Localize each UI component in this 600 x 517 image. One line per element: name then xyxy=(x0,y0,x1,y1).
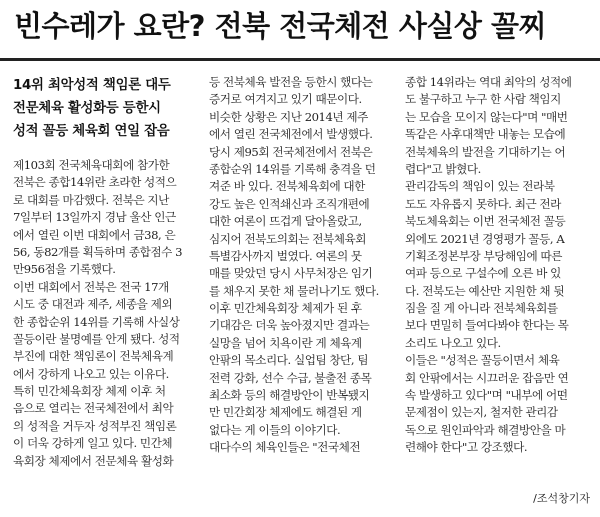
body-text-column-3 xyxy=(405,74,592,457)
body-line: 를 채우지 못한 채 물러나기도 했다. xyxy=(209,283,379,298)
body-line: 한 종합순위 14위를 기록해 사실상 xyxy=(13,314,180,329)
body-line: 최소화 등의 해결방안이 반복됐지 xyxy=(209,388,370,403)
body-line: 비슷한 상황은 지난 2014년 제주 xyxy=(209,109,368,124)
body-line: 없다는 게 이들의 이야기다. xyxy=(209,422,341,437)
body-line: 꼴등이란 불명예를 안게 됐다. 성적 xyxy=(13,331,180,346)
body-line: 종합순위 14위를 기록해 충격을 던 xyxy=(209,161,376,176)
body-line: 이번 대회에서 전북은 전국 17개 xyxy=(13,279,169,294)
body-line: 똑같은 사후대책만 내놓는 모습에 xyxy=(405,127,566,142)
body-line: 독으로 원인파악과 해결방안을 마 xyxy=(405,422,566,437)
subheadline-line: 성적 꼴등 체육회 연일 잡음 xyxy=(13,124,170,139)
body-line: 관리감독의 책임이 있는 전라북 xyxy=(405,179,555,194)
body-line: 져준 바 있다. 전북체육회에 대한 xyxy=(209,179,365,194)
body-line: 증거로 여겨지고 있기 때문이다. xyxy=(209,92,362,107)
body-line: 에서 강하게 나오고 있는 이유다. xyxy=(13,366,169,381)
body-line: 대다수의 체육인들은 "전국체전 xyxy=(209,440,361,455)
body-line: 시도 중 대전과 제주, 세종을 제외 xyxy=(13,297,173,312)
body-line: 이 더욱 강하게 일고 있다. 민간체 xyxy=(13,436,173,451)
body-line: 렵다"고 밝혔다. xyxy=(405,161,481,176)
body-line: 육회장 체제에서 전문체육 활성화 xyxy=(13,453,174,468)
body-line: 당시 제95회 전국체전에서 전북은 xyxy=(209,144,373,159)
body-text-column-1 xyxy=(13,157,195,470)
body-line: 기획조정본부장 부당해임에 따른 xyxy=(405,248,562,263)
body-line: 련해야 한다"고 강조했다. xyxy=(405,440,528,455)
body-line: 특히 민간체육회장 체제 이후 처 xyxy=(13,384,166,399)
body-line: 대한 여론이 뜨겁게 달아올랐고, xyxy=(209,214,362,229)
article-column-2 xyxy=(209,74,391,457)
body-line: 제103회 전국체육대회에 참가한 xyxy=(13,158,170,172)
body-line: 소리도 나오고 있다. xyxy=(405,335,501,350)
body-line: 이들은 "성적은 꼴등이면서 체육 xyxy=(405,353,560,368)
body-line: 음으로 열리는 전국체전에서 최악 xyxy=(13,401,174,416)
body-line: 회 안팎에서는 시끄러운 잡음만 연 xyxy=(405,370,569,385)
body-line: 보다 면밀히 들여다봐야 한다는 목 xyxy=(405,318,569,333)
subheadline-block xyxy=(13,74,195,143)
byline: /조석창기자 xyxy=(533,492,590,505)
headline: 빈수레가 요란? 전북 전국체전 사실상 꼴찌 xyxy=(14,9,547,43)
body-line: 속 발생하고 있다"며 "내부에 어떤 xyxy=(405,388,568,403)
body-line: 도도 자유롭지 못하다. 최근 전라 xyxy=(405,196,561,211)
body-line: 7일부터 13일까지 경남 울산 인근 xyxy=(13,210,176,225)
body-line: 에서 열린 전국체전에서 발생했다. xyxy=(209,127,373,142)
body-line: 매를 맞았던 당시 사무처장은 임기 xyxy=(209,266,373,281)
body-line: 외에도 2021년 경영평가 꼴등, A xyxy=(405,231,565,246)
body-line: 여파 등으로 구설수에 오른 바 있 xyxy=(405,266,561,281)
body-line: 이후 민간체육회장 체제가 된 후 xyxy=(209,301,362,316)
body-line: 전력 강화, 선수 수급, 불출전 종목 xyxy=(209,370,372,385)
body-line: 문제점이 있는지, 철저한 관리감 xyxy=(405,405,558,420)
body-line: 56, 동82개를 획득하며 종합점수 3 xyxy=(13,244,183,259)
body-line: 다. 전북도는 예산만 지원한 채 뒷 xyxy=(405,283,565,298)
body-line: 북도체육회는 이번 전국체전 꼴등 xyxy=(405,214,566,229)
body-line: 실망을 넘어 치욕이란 게 체육계 xyxy=(209,335,362,350)
body-line: 종합 14위라는 역대 최악의 성적에 xyxy=(405,75,572,89)
body-line: 안팎의 목소리다. 실업팀 창단, 팀 xyxy=(209,353,369,368)
body-line: 도 불구하고 누구 한 사람 책임지 xyxy=(405,92,561,107)
body-line: 에서 열린 이번 대회에서 금38, 은 xyxy=(13,227,176,242)
body-line: 만 민간회장 체제에도 해결된 게 xyxy=(209,405,362,420)
body-line: 짐을 질 게 아니라 전북체육회를 xyxy=(405,301,558,316)
body-line: 전북은 종합14위란 초라한 성적으 xyxy=(13,175,177,190)
body-line: 는 모습을 모이지 않는다"며 "매번 xyxy=(405,109,568,124)
body-line: 만956점을 기록했다. xyxy=(13,262,116,277)
body-line: 심지어 전북도의회는 전북체육회 xyxy=(209,231,366,246)
body-line: 특별감사까지 벌였다. 여론의 뭇 xyxy=(209,248,362,263)
subheadline-line: 전문체육 활성화등 등한시 xyxy=(13,101,161,116)
body-line: 전북체육의 발전을 기대하기는 어 xyxy=(405,144,566,159)
subheadline-line: 14위 최악성적 책임론 대두 xyxy=(13,78,171,93)
body-line: 등 전북체육 발전을 등한시 했다는 xyxy=(209,75,373,89)
body-line: 의 성적을 거두자 성적부진 책임론 xyxy=(13,418,177,433)
article-column-1 xyxy=(13,74,195,470)
body-line: 로 대회를 마감했다. 전북은 지난 xyxy=(13,192,169,207)
headline-rule xyxy=(0,58,600,61)
body-text-column-2 xyxy=(209,74,391,457)
body-line: 부진에 대한 책임론이 전북체육계 xyxy=(13,349,174,364)
body-line: 강도 높은 인적쇄신과 조직개편에 xyxy=(209,196,370,211)
article-column-3 xyxy=(405,74,592,457)
body-line: 기대감은 더욱 높아졌지만 결과는 xyxy=(209,318,370,333)
